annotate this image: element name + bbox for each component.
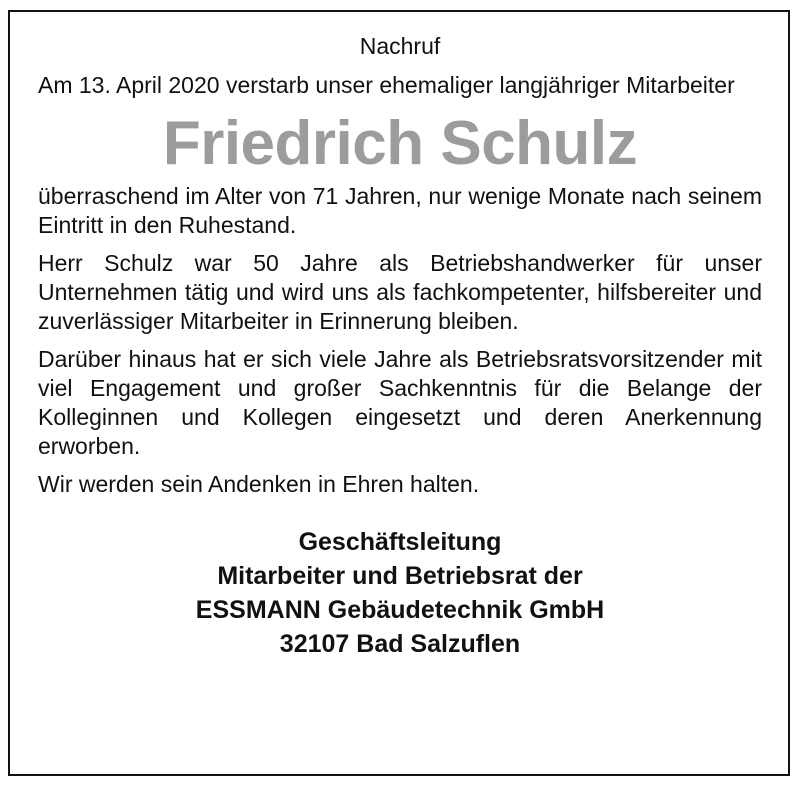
notice-heading: Nachruf	[359, 33, 441, 59]
signature-location: 32107 Bad Salzuflen	[279, 630, 521, 658]
signature-block	[38, 525, 762, 661]
signature-staff: Mitarbeiter und Betriebsrat der	[217, 562, 583, 590]
paragraph-remembrance: Wir werden sein Andenken in Ehren halten.	[38, 471, 480, 497]
paragraph-retirement: überraschend im Alter von 71 Jahren, nur wenige Monate nach seinem Eintritt in den Ruhestand.	[38, 183, 762, 238]
obituary-content	[38, 30, 762, 661]
signature-company: ESSMANN Gebäudetechnik GmbH	[195, 596, 605, 624]
signature-management: Geschäftsleitung	[298, 528, 502, 556]
paragraph-career: Herr Schulz war 50 Jahre als Betriebshandwerker für unser Unternehmen tätig und wird uns als fachkompetenter, hilfsbereiter und zuverlässiger Mitarbeiter in Erinnerung bleiben.	[38, 250, 762, 334]
deceased-name: Friedrich Schulz	[162, 109, 638, 178]
paragraph-works-council: Darüber hinaus hat er sich viele Jahre als Betriebsratsvorsitzender mit viel Engagement und großer Sachkenntnis für die Belange der Kolleginnen und Kollegen eingesetzt und deren Anerkennung erworben.	[38, 346, 762, 459]
intro-text: Am 13. April 2020 verstarb unser ehemaliger langjähriger Mitarbeiter	[38, 72, 735, 98]
